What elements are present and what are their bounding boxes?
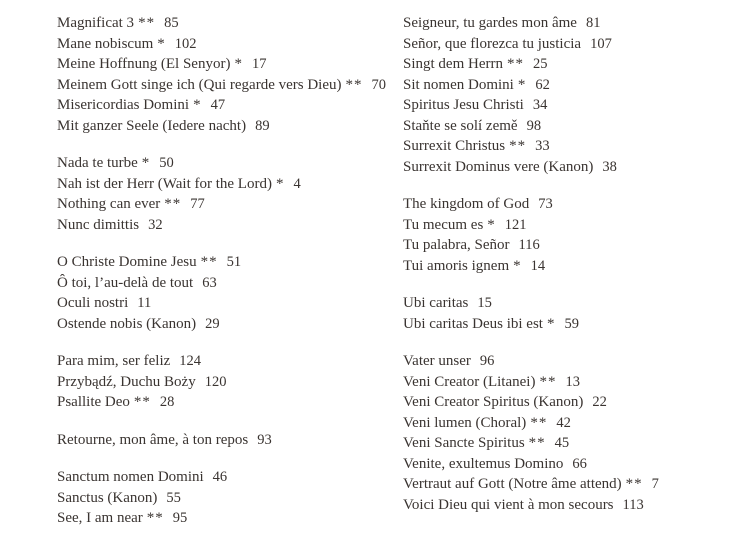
entry-title: Tui amoris ignem — [403, 257, 510, 274]
entry-page-number: 96 — [479, 353, 495, 369]
entry-page-number: 51 — [226, 254, 242, 270]
entry-page-number: 113 — [622, 496, 644, 513]
entry-page-number: 34 — [532, 97, 548, 113]
entry-page-number: 28 — [159, 394, 175, 410]
entry-page-number: 13 — [565, 373, 580, 390]
entry-title: Spiritus Jesu Christi — [403, 97, 524, 113]
entry-title: Nunc dimittis — [57, 216, 140, 233]
index-entry — [57, 75, 402, 96]
index-entry — [57, 54, 402, 75]
entry-page-number: 120 — [204, 373, 227, 390]
index-group — [57, 13, 402, 136]
entry-page-number: 25 — [532, 56, 548, 72]
entry-title: Voici Dieu qui vient à mon secours — [403, 496, 614, 513]
entry-page-number: 47 — [210, 97, 226, 113]
entry-difficulty-stars: ** — [509, 138, 527, 154]
entry-title: Sit nomen Domini — [403, 76, 514, 93]
index-entry — [403, 372, 748, 393]
entry-page-number: 66 — [572, 455, 587, 472]
index-entry — [57, 252, 402, 273]
index-group — [57, 467, 402, 529]
index-entry — [57, 194, 402, 215]
index-entry — [57, 215, 402, 236]
index-entry — [57, 430, 402, 451]
entry-page-number: 45 — [554, 435, 570, 451]
entry-title: Sanctus (Kanon) — [57, 489, 158, 506]
entry-difficulty-stars: ** — [200, 254, 218, 270]
entry-page-number: 59 — [564, 315, 579, 332]
entry-difficulty-stars: * — [513, 257, 522, 274]
entry-page-number: 38 — [602, 158, 617, 175]
index-entry — [57, 293, 402, 314]
index-entry — [403, 256, 748, 277]
entry-difficulty-stars: * — [141, 155, 151, 171]
entry-title: Ostende nobis (Kanon) — [57, 315, 197, 332]
index-entry — [403, 75, 748, 96]
entry-title: The kingdom of God — [403, 196, 530, 212]
entry-title: Veni Sancte Spiritus — [403, 435, 525, 451]
entry-title: Nada te turbe — [57, 155, 138, 171]
entry-page-number: 46 — [212, 469, 228, 485]
entry-page-number: 50 — [159, 155, 174, 171]
entry-title: Mane nobiscum — [57, 35, 154, 52]
entry-difficulty-stars: * — [234, 56, 243, 72]
entry-title: Surrexit Christus — [403, 138, 506, 154]
entry-page-number: 102 — [174, 35, 197, 52]
index-entry — [403, 136, 748, 157]
entry-title: Sanctum nomen Domini — [57, 469, 204, 485]
entry-page-number: 7 — [651, 476, 659, 492]
entry-title: Veni lumen (Choral) — [403, 414, 527, 431]
entry-title: Magnificat 3 — [57, 15, 135, 31]
index-entry — [403, 194, 748, 215]
index-entry — [57, 95, 402, 116]
entry-title: Staňte se solí země — [403, 117, 518, 134]
index-entry — [403, 433, 748, 454]
index-entry — [403, 13, 748, 34]
entry-page-number: 77 — [190, 196, 205, 212]
entry-title: Przybądź, Duchu Boży — [57, 373, 196, 390]
entry-title: Ubi caritas — [403, 295, 469, 311]
entry-difficulty-stars: ** — [625, 476, 643, 492]
entry-title: Tu mecum es — [403, 216, 484, 233]
index-entry — [57, 508, 402, 529]
index-entry — [403, 413, 748, 434]
index-group — [403, 293, 748, 334]
entry-page-number: 93 — [257, 431, 272, 448]
entry-title: Surrexit Dominus vere (Kanon) — [403, 158, 594, 175]
index-group — [57, 252, 402, 334]
entry-title: Vertraut auf Gott (Notre âme attend) — [403, 476, 622, 492]
index-entry — [403, 34, 748, 55]
entry-page-number: 81 — [585, 15, 601, 31]
index-group — [57, 430, 402, 451]
entry-title: Meine Hoffnung (El Senyor) — [57, 56, 231, 72]
entry-title: Venite, exultemus Domino — [403, 455, 564, 472]
entry-title: Para mim, ser feliz — [57, 353, 171, 369]
index-group — [403, 194, 748, 276]
index-entry — [403, 54, 748, 75]
entry-page-number: 42 — [556, 414, 571, 431]
index-entry — [57, 467, 402, 488]
entry-difficulty-stars: ** — [530, 414, 548, 431]
index-entry — [57, 372, 402, 393]
entry-title: Misericordias Domini — [57, 97, 190, 113]
entry-title: Ubi caritas Deus ibi est — [403, 315, 543, 332]
entry-page-number: 11 — [137, 295, 152, 311]
entry-difficulty-stars: * — [517, 76, 527, 93]
entry-page-number: 121 — [504, 216, 527, 233]
index-group — [57, 153, 402, 235]
entry-difficulty-stars: ** — [164, 196, 182, 212]
entry-title: Psallite Deo — [57, 394, 130, 410]
entry-title: Ô toi, l’au-delà de tout — [57, 274, 194, 291]
entry-difficulty-stars: ** — [146, 510, 164, 526]
index-entry — [57, 314, 402, 335]
entry-page-number: 32 — [148, 216, 163, 233]
entry-title: Nothing can ever — [57, 196, 161, 212]
entry-title: Seigneur, tu gardes mon âme — [403, 15, 577, 31]
entry-difficulty-stars: * — [193, 97, 202, 113]
entry-title: Oculi nostri — [57, 295, 129, 311]
entry-title: Veni Creator (Litanei) — [403, 373, 536, 390]
index-group — [403, 351, 748, 515]
index-entry — [403, 495, 748, 516]
entry-page-number: 107 — [590, 35, 612, 52]
index-entry — [57, 174, 402, 195]
index-entry — [57, 351, 402, 372]
entry-difficulty-stars: * — [546, 315, 556, 332]
index-entry — [403, 351, 748, 372]
entry-difficulty-stars: * — [487, 216, 496, 233]
entry-title: Meinem Gott singe ich (Qui regarde vers Dieu) — [57, 76, 342, 93]
entry-difficulty-stars: * — [157, 35, 166, 52]
index-entry — [403, 95, 748, 116]
index-entry — [57, 153, 402, 174]
index-column-right — [403, 13, 748, 532]
index-group — [57, 351, 402, 413]
entry-page-number: 63 — [202, 274, 217, 291]
index-entry — [403, 116, 748, 137]
entry-title: Retourne, mon âme, à ton repos — [57, 431, 249, 448]
entry-page-number: 98 — [526, 117, 542, 134]
index-column-left — [57, 13, 402, 546]
index-entry — [403, 314, 748, 335]
index-entry — [57, 34, 402, 55]
entry-title: Tu palabra, Señor — [403, 237, 510, 253]
entry-difficulty-stars: ** — [506, 56, 524, 72]
entry-page-number: 15 — [477, 295, 492, 311]
entry-title: Vater unser — [403, 353, 471, 369]
entry-title: Mit ganzer Seele (Iedere nacht) — [57, 117, 247, 134]
index-entry — [403, 392, 748, 413]
entry-difficulty-stars: ** — [133, 394, 151, 410]
entry-difficulty-stars: ** — [138, 15, 156, 31]
entry-page-number: 4 — [293, 175, 301, 192]
index-entry — [57, 273, 402, 294]
entry-page-number: 89 — [255, 117, 270, 134]
index-entry — [403, 235, 748, 256]
entry-page-number: 85 — [164, 15, 179, 31]
index-entry — [403, 293, 748, 314]
entry-difficulty-stars: ** — [539, 373, 557, 390]
index-entry — [403, 215, 748, 236]
entry-page-number: 116 — [518, 237, 540, 253]
entry-difficulty-stars: ** — [528, 435, 546, 451]
entry-title: O Christe Domine Jesu — [57, 254, 197, 270]
entry-page-number: 29 — [205, 315, 220, 332]
entry-title: See, I am near — [57, 510, 143, 526]
entry-page-number: 124 — [179, 353, 202, 369]
entry-difficulty-stars: ** — [345, 76, 363, 93]
entry-page-number: 73 — [538, 196, 553, 212]
index-group — [403, 13, 748, 177]
entry-page-number: 62 — [535, 76, 550, 93]
entry-page-number: 95 — [172, 510, 188, 526]
entry-page-number: 55 — [166, 489, 181, 506]
entry-page-number: 33 — [535, 138, 550, 154]
index-entry — [57, 488, 402, 509]
index-entry — [57, 13, 402, 34]
entry-page-number: 14 — [530, 257, 546, 274]
entry-difficulty-stars: * — [275, 175, 285, 192]
entry-page-number: 17 — [251, 56, 267, 72]
index-entry — [57, 116, 402, 137]
entry-page-number: 70 — [371, 76, 386, 93]
entry-title: Señor, que florezca tu justicia — [403, 35, 582, 52]
index-entry — [403, 157, 748, 178]
index-entry — [57, 392, 402, 413]
entry-title: Veni Creator Spiritus (Kanon) — [403, 394, 584, 410]
entry-title: Singt dem Herrn — [403, 56, 503, 72]
entry-title: Nah ist der Herr (Wait for the Lord) — [57, 175, 272, 192]
entry-page-number: 22 — [592, 394, 607, 410]
index-entry — [403, 454, 748, 475]
index-entry — [403, 474, 748, 495]
